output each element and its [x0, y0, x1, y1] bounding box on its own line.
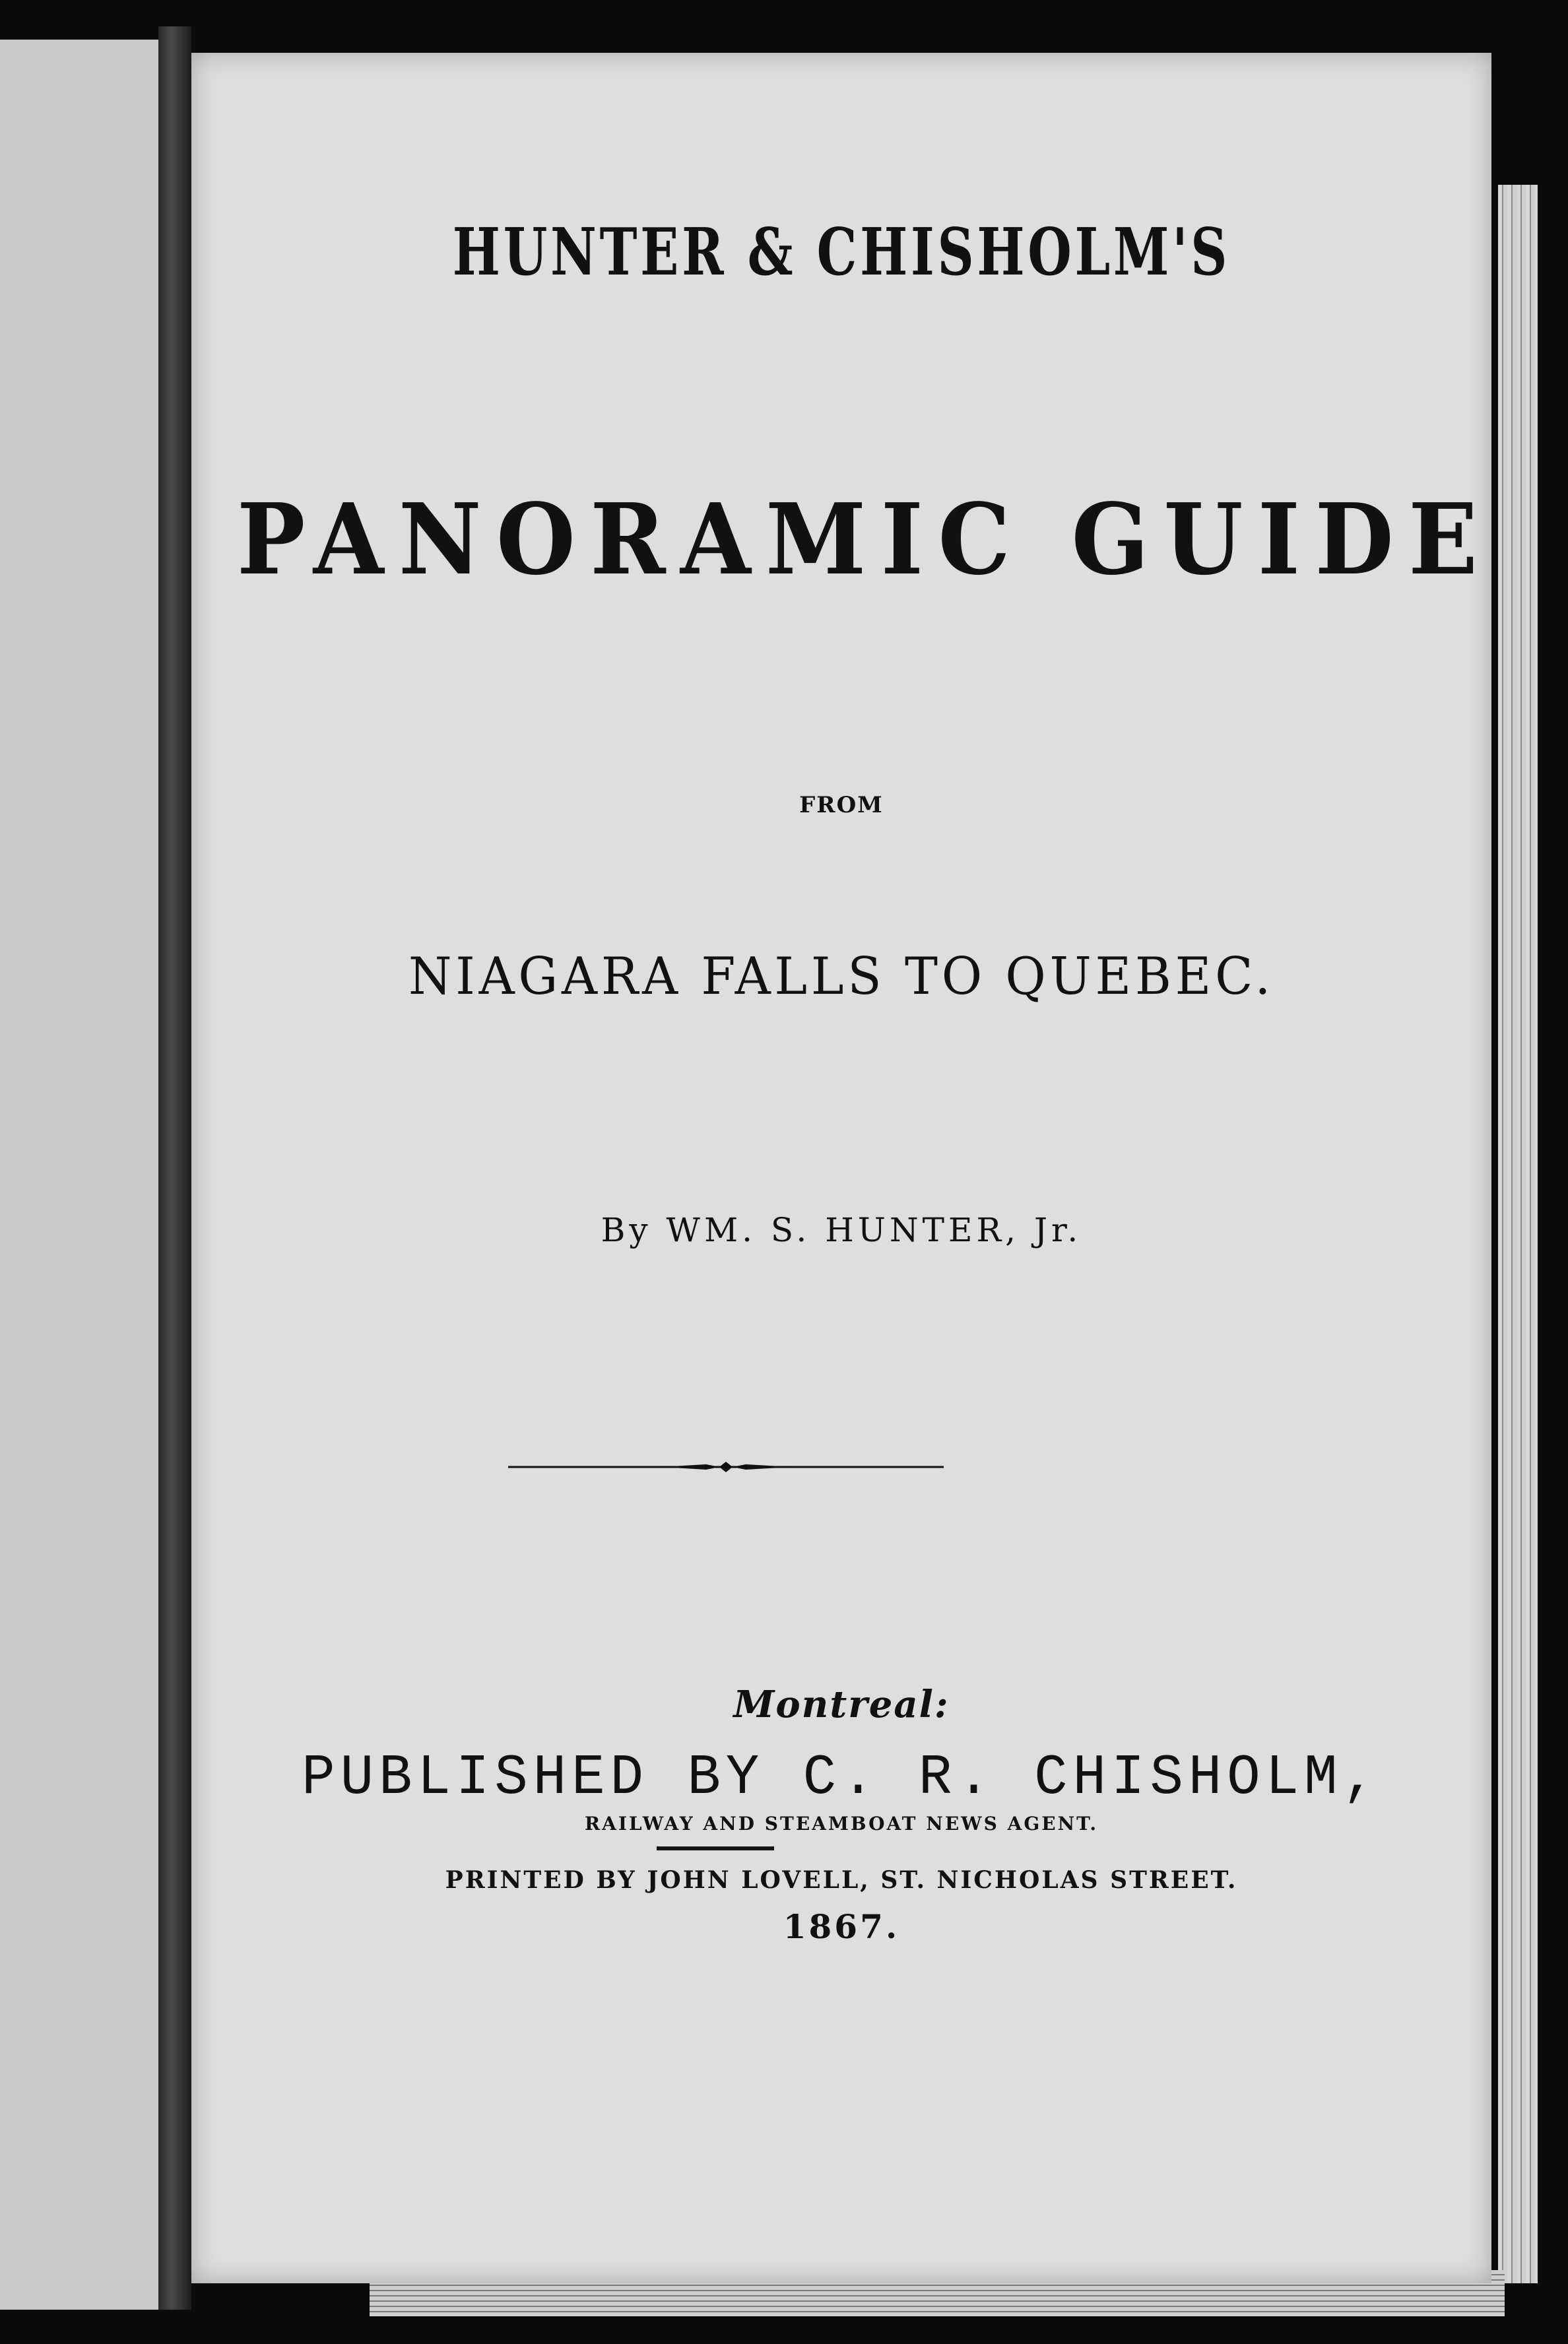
title-page	[191, 53, 1491, 2283]
publisher-line: PUBLISHED BY C. R. CHISHOLM,	[302, 1745, 1381, 1810]
imprint-rule	[657, 1846, 774, 1850]
title-line-1: HUNTER & CHISHOLM'S	[452, 214, 1231, 290]
main-title: PANORAMIC GUIDE	[236, 482, 1493, 597]
ornament-divider	[508, 1457, 944, 1477]
author-line: By WM. S. HUNTER, Jr.	[601, 1211, 1082, 1249]
imprint-place: Montreal:	[733, 1683, 950, 1726]
publisher-role: RAILWAY AND STEAMBOAT NEWS AGENT.	[584, 1813, 1099, 1835]
title-line-from: FROM	[799, 792, 884, 818]
facing-page	[0, 40, 158, 2310]
book-spine	[158, 26, 191, 2310]
imprint-year: 1867.	[783, 1907, 900, 1946]
printer-line: PRINTED BY JOHN LOVELL, ST. NICHOLAS STREET.	[445, 1866, 1238, 1894]
page-edges	[1498, 185, 1538, 2283]
subtitle: NIAGARA FALLS TO QUEBEC.	[408, 947, 1275, 1006]
